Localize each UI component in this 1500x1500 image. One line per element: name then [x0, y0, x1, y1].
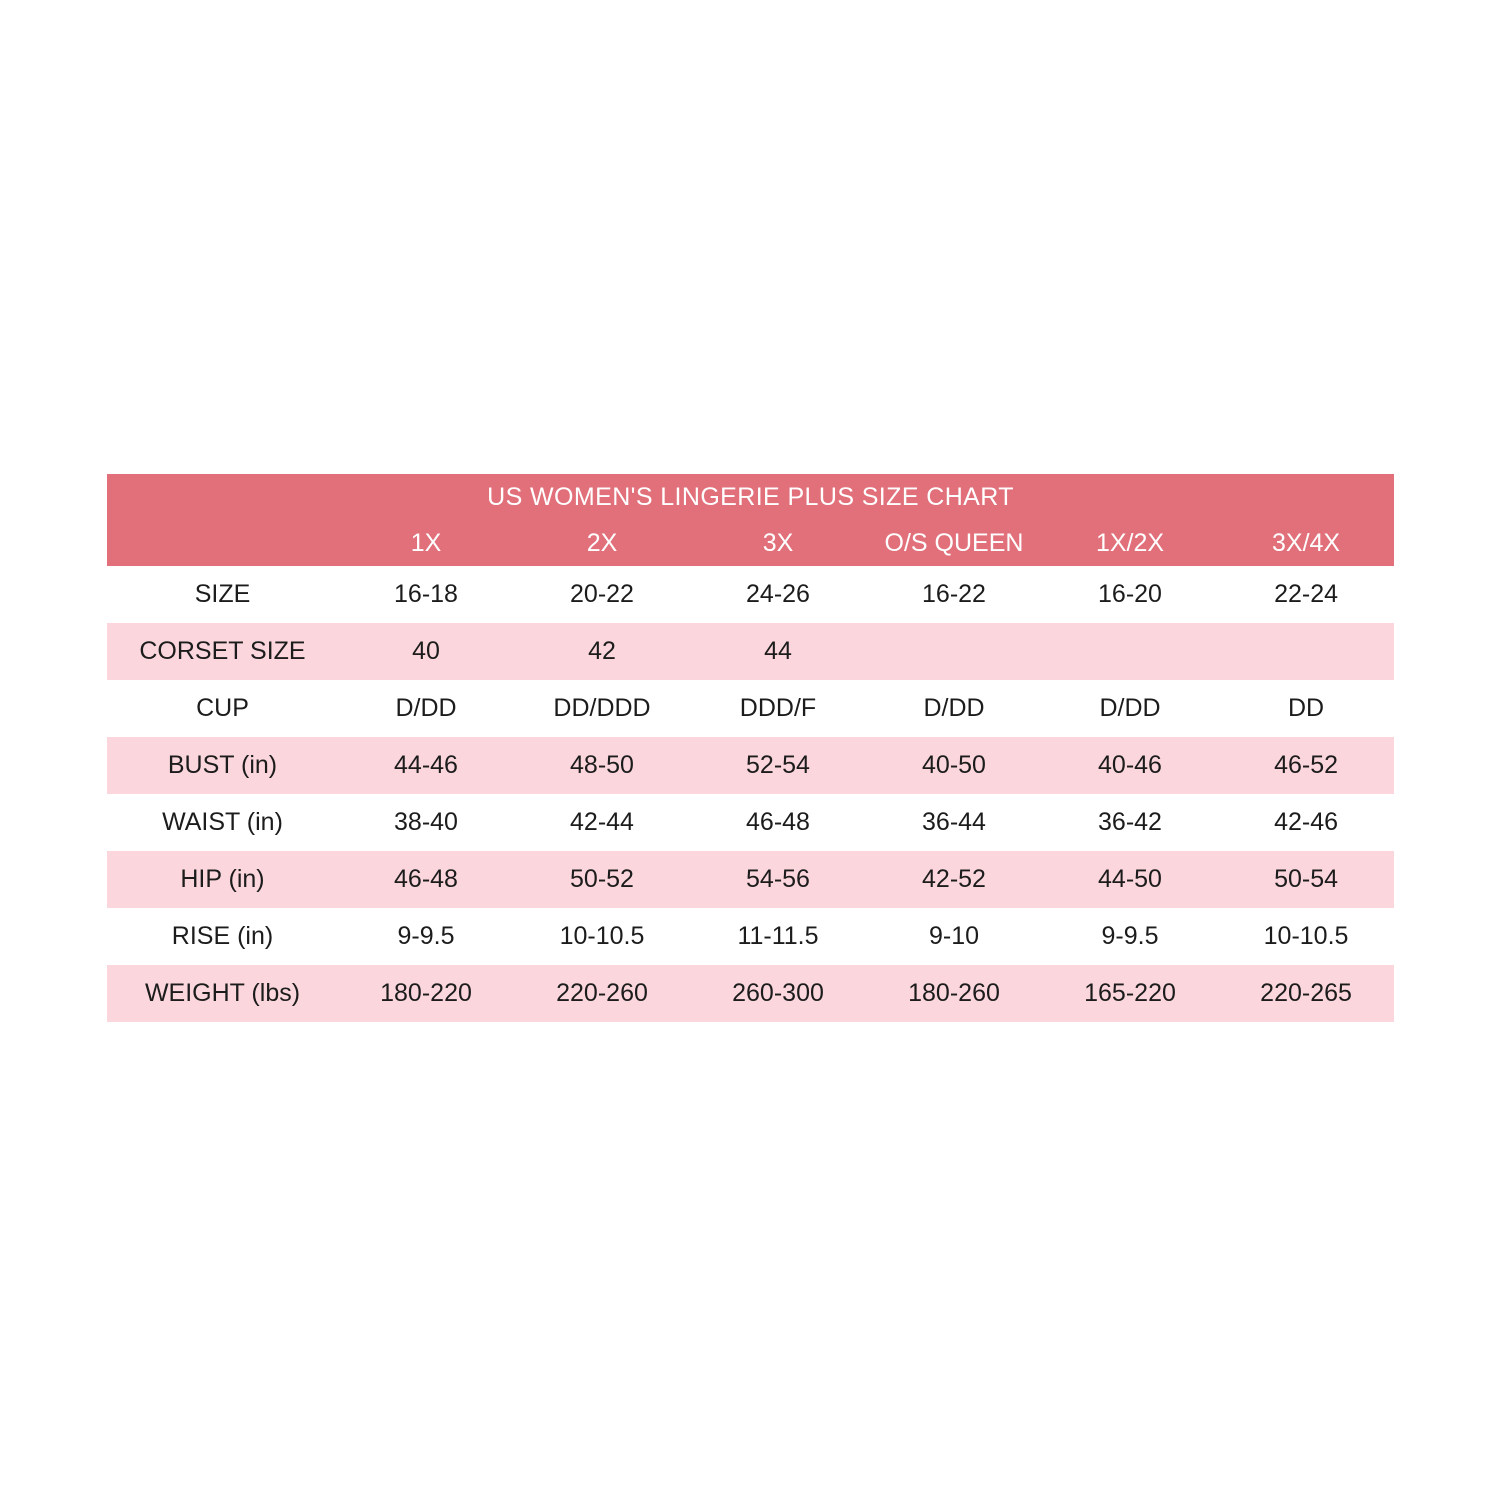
cell-rise-2x: 10-10.5	[514, 908, 690, 965]
row-label-corset-size: CORSET SIZE	[107, 623, 338, 680]
cell-corset-size-3x: 44	[690, 623, 866, 680]
column-header-row	[107, 520, 1394, 566]
cell-rise-os-queen: 9-10	[866, 908, 1042, 965]
cell-size-1x-2x: 16-20	[1042, 566, 1218, 623]
row-label-bust: BUST (in)	[107, 737, 338, 794]
column-header-1x-2x: 1X/2X	[1042, 520, 1218, 566]
cell-size-os-queen: 16-22	[866, 566, 1042, 623]
row-label-waist: WAIST (in)	[107, 794, 338, 851]
row-label-weight: WEIGHT (lbs)	[107, 965, 338, 1022]
cell-size-3x-4x: 22-24	[1218, 566, 1394, 623]
cell-weight-2x: 220-260	[514, 965, 690, 1022]
row-label-hip: HIP (in)	[107, 851, 338, 908]
size-chart-body	[107, 474, 1394, 1022]
column-header-3x-4x: 3X/4X	[1218, 520, 1394, 566]
cell-bust-1x-2x: 40-46	[1042, 737, 1218, 794]
column-header-blank	[107, 520, 338, 566]
cell-hip-1x-2x: 44-50	[1042, 851, 1218, 908]
table-row	[107, 965, 1394, 1022]
cell-size-1x: 16-18	[338, 566, 514, 623]
cell-weight-3x: 260-300	[690, 965, 866, 1022]
column-header-3x: 3X	[690, 520, 866, 566]
cell-cup-3x-4x: DD	[1218, 680, 1394, 737]
cell-corset-size-1x: 40	[338, 623, 514, 680]
table-row	[107, 737, 1394, 794]
cell-hip-os-queen: 42-52	[866, 851, 1042, 908]
cell-hip-2x: 50-52	[514, 851, 690, 908]
cell-corset-size-3x-4x	[1218, 623, 1394, 680]
cell-rise-3x: 11-11.5	[690, 908, 866, 965]
chart-title-row	[107, 474, 1394, 520]
cell-rise-3x-4x: 10-10.5	[1218, 908, 1394, 965]
row-label-rise: RISE (in)	[107, 908, 338, 965]
cell-weight-3x-4x: 220-265	[1218, 965, 1394, 1022]
cell-bust-3x: 52-54	[690, 737, 866, 794]
cell-bust-1x: 44-46	[338, 737, 514, 794]
cell-size-3x: 24-26	[690, 566, 866, 623]
table-row	[107, 908, 1394, 965]
cell-weight-os-queen: 180-260	[866, 965, 1042, 1022]
cell-bust-os-queen: 40-50	[866, 737, 1042, 794]
row-label-cup: CUP	[107, 680, 338, 737]
column-header-1x: 1X	[338, 520, 514, 566]
cell-bust-3x-4x: 46-52	[1218, 737, 1394, 794]
cell-weight-1x-2x: 165-220	[1042, 965, 1218, 1022]
cell-corset-size-1x-2x	[1042, 623, 1218, 680]
cell-weight-1x: 180-220	[338, 965, 514, 1022]
cell-cup-1x-2x: D/DD	[1042, 680, 1218, 737]
cell-cup-os-queen: D/DD	[866, 680, 1042, 737]
table-row	[107, 680, 1394, 737]
cell-waist-1x-2x: 36-42	[1042, 794, 1218, 851]
table-row	[107, 794, 1394, 851]
cell-cup-2x: DD/DDD	[514, 680, 690, 737]
cell-waist-3x: 46-48	[690, 794, 866, 851]
table-row	[107, 566, 1394, 623]
table-row	[107, 851, 1394, 908]
table-row	[107, 623, 1394, 680]
cell-waist-3x-4x: 42-46	[1218, 794, 1394, 851]
cell-hip-3x-4x: 50-54	[1218, 851, 1394, 908]
cell-size-2x: 20-22	[514, 566, 690, 623]
cell-cup-1x: D/DD	[338, 680, 514, 737]
row-label-size: SIZE	[107, 566, 338, 623]
cell-rise-1x-2x: 9-9.5	[1042, 908, 1218, 965]
column-header-2x: 2X	[514, 520, 690, 566]
cell-waist-os-queen: 36-44	[866, 794, 1042, 851]
cell-corset-size-2x: 42	[514, 623, 690, 680]
cell-hip-1x: 46-48	[338, 851, 514, 908]
cell-rise-1x: 9-9.5	[338, 908, 514, 965]
cell-waist-2x: 42-44	[514, 794, 690, 851]
cell-bust-2x: 48-50	[514, 737, 690, 794]
column-header-os-queen: O/S QUEEN	[866, 520, 1042, 566]
size-chart-table	[107, 474, 1394, 1022]
chart-title: US WOMEN'S LINGERIE PLUS SIZE CHART	[107, 474, 1394, 520]
size-chart-container	[107, 474, 1394, 1022]
cell-hip-3x: 54-56	[690, 851, 866, 908]
cell-cup-3x: DDD/F	[690, 680, 866, 737]
cell-corset-size-os-queen	[866, 623, 1042, 680]
cell-waist-1x: 38-40	[338, 794, 514, 851]
